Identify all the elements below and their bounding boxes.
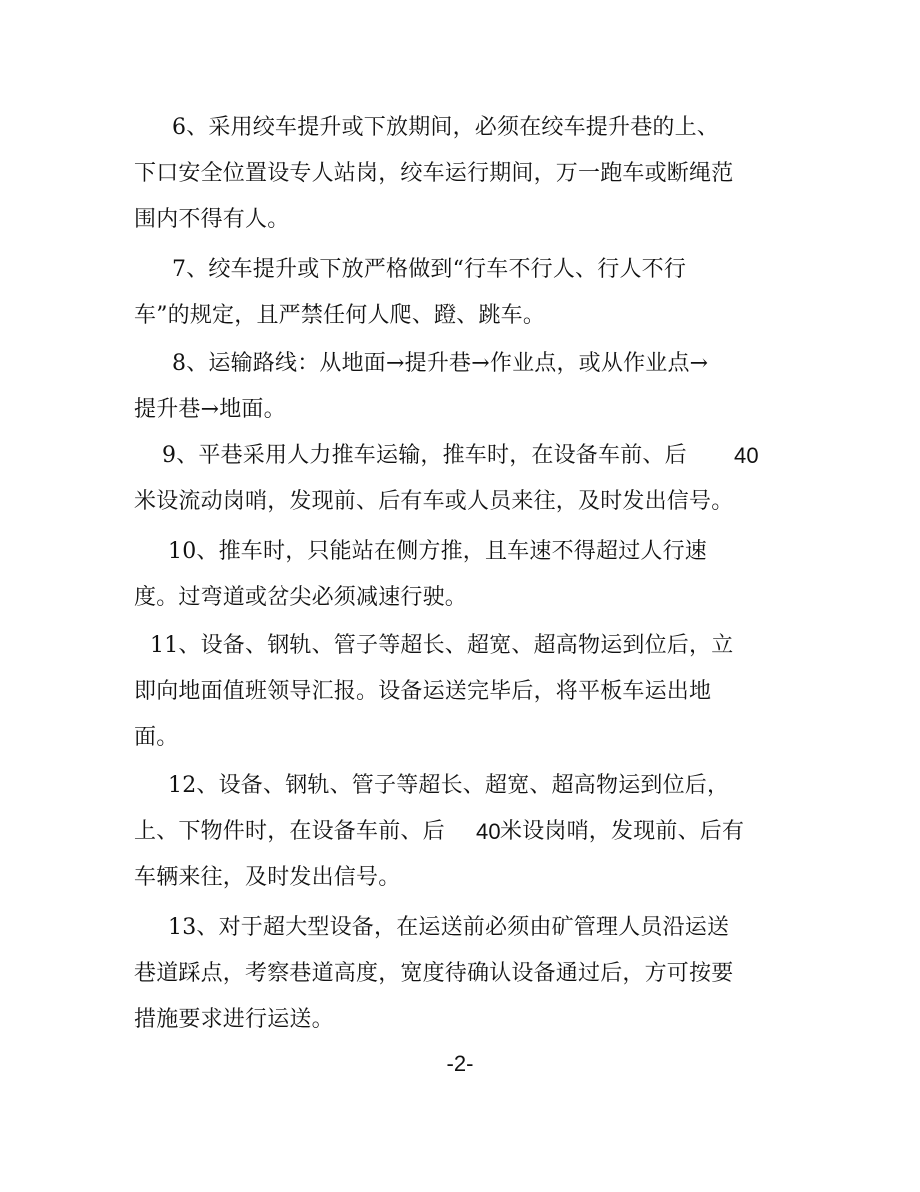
p12-line-2b: 米设岗哨，发现前、后有 xyxy=(500,819,745,844)
p7-line-2: 车”的规定，且严禁任何人爬、蹬、跳车。 xyxy=(134,303,546,328)
p7-line-1: 7、绞车提升或下放严格做到“行车不行人、行人不行 xyxy=(172,257,687,282)
p12-distance: 40 xyxy=(476,819,501,844)
p11-line-1: 11、设备、钢轨、管子等超长、超宽、超高物运到位后，立 xyxy=(150,633,734,658)
p9-distance: 40 xyxy=(734,443,759,468)
p10-line-2: 度。过弯道或岔尖必须减速行驶。 xyxy=(134,585,468,610)
p10-line-1: 10、推车时，只能站在侧方推，且车速不得超过人行速 xyxy=(168,539,707,564)
p8-line-2: 提升巷→地面。 xyxy=(134,397,286,422)
page-number: -2- xyxy=(446,1051,474,1076)
p6-line-3: 围内不得有人。 xyxy=(134,207,290,232)
p8-line-1: 8、运输路线：从地面→提升巷→作业点，或从作业点→ xyxy=(172,351,709,376)
p9-line-2: 米设流动岗哨，发现前、后有车或人员来往，及时发出信号。 xyxy=(134,489,734,514)
p13-line-2: 巷道踩点，考察巷道高度，宽度待确认设备通过后，方可按要 xyxy=(134,961,734,986)
p11-line-2: 即向地面值班领导汇报。设备运送完毕后，将平板车运出地 xyxy=(134,679,712,704)
p13-line-1: 13、对于超大型设备，在运送前必须由矿管理人员沿运送 xyxy=(168,915,730,940)
p6-line-2: 下口安全位置设专人站岗，绞车运行期间，万一跑车或断绳范 xyxy=(134,161,734,186)
p12-line-3: 车辆来往，及时发出信号。 xyxy=(134,865,401,890)
p12-line-2a: 上、下物件时，在设备车前、后 xyxy=(134,819,445,844)
p9-line-1: 9、平巷采用人力推车运输，推车时，在设备车前、后 xyxy=(162,443,687,468)
p11-line-3: 面。 xyxy=(134,725,179,750)
p13-line-3: 措施要求进行运送。 xyxy=(134,1007,334,1032)
p6-line-1: 6、采用绞车提升或下放期间，必须在绞车提升巷的上、 xyxy=(172,115,719,140)
p12-line-1: 12、设备、钢轨、管子等超长、超宽、超高物运到位后， xyxy=(168,773,730,798)
